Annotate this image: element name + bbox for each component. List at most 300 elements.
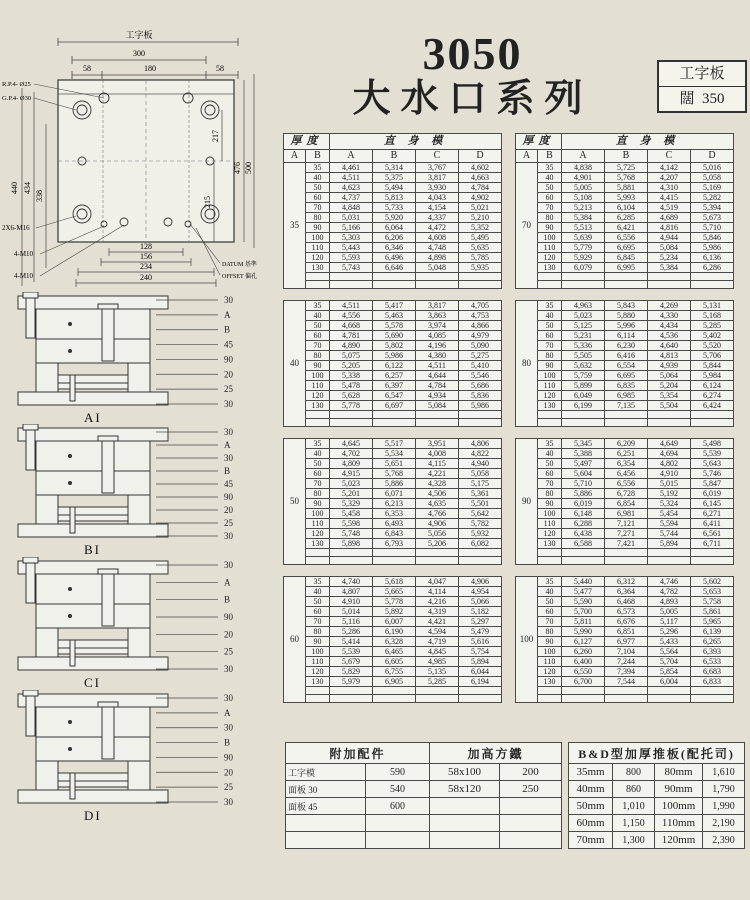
empty-cell xyxy=(691,281,734,289)
cell: 130 xyxy=(306,539,330,549)
cell: 5,979 xyxy=(330,677,373,687)
cell: 35 xyxy=(538,439,562,449)
table-row xyxy=(284,301,502,311)
cell: 5,131 xyxy=(691,301,734,311)
cell: 6,274 xyxy=(691,391,734,401)
table-row xyxy=(284,193,502,203)
cell: 4,906 xyxy=(459,577,502,587)
cell: 6,411 xyxy=(691,519,734,529)
cell: 40 xyxy=(306,311,330,321)
cell: 7,135 xyxy=(605,401,648,411)
cell: 100 xyxy=(538,647,562,657)
dimension-label: 234 xyxy=(140,262,152,271)
empty-cell xyxy=(562,281,605,289)
cell: 4,115 xyxy=(416,459,459,469)
cell: 200 xyxy=(500,764,562,781)
empty-row xyxy=(284,419,502,427)
cell: 5,604 xyxy=(562,469,605,479)
cell: 600 xyxy=(366,798,430,815)
empty-cell xyxy=(306,411,330,419)
cell: 35 xyxy=(306,301,330,311)
cell: 4,310 xyxy=(648,183,691,193)
cell: 60 xyxy=(538,607,562,617)
cell: 5,768 xyxy=(373,469,416,479)
empty-cell xyxy=(500,815,562,832)
empty-cell xyxy=(330,419,373,427)
cell: 6,835 xyxy=(605,381,648,391)
cell: B xyxy=(373,150,416,163)
table-row xyxy=(284,361,502,371)
cell: 1,150 xyxy=(613,815,655,832)
table-row xyxy=(284,439,502,449)
cell: 3,817 xyxy=(416,173,459,183)
cell: 5,084 xyxy=(416,401,459,411)
empty-cell xyxy=(562,273,605,281)
bd-thick-plate-table xyxy=(568,742,745,849)
cell: 5,108 xyxy=(562,193,605,203)
figure-caption: CI xyxy=(84,675,101,690)
callout-label: 30 xyxy=(224,693,233,703)
cell: 90 xyxy=(306,223,330,233)
table-row xyxy=(284,647,502,657)
cell: 6,328 xyxy=(373,637,416,647)
cell: 70 xyxy=(538,203,562,213)
cell: 6,793 xyxy=(373,539,416,549)
cell: 5,117 xyxy=(648,617,691,627)
callout-label: 45 xyxy=(224,339,233,350)
table-row xyxy=(284,607,502,617)
cell: 90 xyxy=(306,361,330,371)
callout-datum: DATUM 基準 xyxy=(222,262,257,268)
cell: 面板 45 xyxy=(286,798,366,815)
cell: 4,511 xyxy=(416,361,459,371)
table-row xyxy=(516,587,734,597)
cell: 5,016 xyxy=(691,163,734,173)
cell: 6,213 xyxy=(373,499,416,509)
cell: 5,782 xyxy=(459,519,502,529)
table-row xyxy=(284,519,502,529)
cell: 5,628 xyxy=(330,391,373,401)
empty-cell xyxy=(330,687,373,695)
cell: 5,023 xyxy=(330,479,373,489)
cell: 5,643 xyxy=(691,459,734,469)
empty-cell xyxy=(605,411,648,419)
empty-cell xyxy=(538,687,562,695)
cell: 5,725 xyxy=(605,163,648,173)
cell: 130 xyxy=(306,263,330,273)
table-row xyxy=(284,163,502,173)
cell: 加高方鐵 xyxy=(430,743,562,764)
cell: 58x100 xyxy=(430,764,500,781)
cell: 6,354 xyxy=(605,459,648,469)
cell: 6,554 xyxy=(605,361,648,371)
empty-cell xyxy=(691,695,734,703)
table-row xyxy=(284,391,502,401)
cell: 35 xyxy=(538,163,562,173)
cell: 5,813 xyxy=(373,193,416,203)
table-row xyxy=(284,183,502,193)
empty-cell xyxy=(459,557,502,565)
cell: 4,328 xyxy=(416,479,459,489)
cell: 5,710 xyxy=(691,223,734,233)
cell: 6,456 xyxy=(605,469,648,479)
cell: 6,122 xyxy=(373,361,416,371)
cell: 5,454 xyxy=(648,509,691,519)
cell: 100 xyxy=(306,509,330,519)
cell: 130 xyxy=(538,401,562,411)
cell: 6,194 xyxy=(459,677,502,687)
cell: 540 xyxy=(366,781,430,798)
empty-cell xyxy=(286,832,366,849)
table-row xyxy=(284,341,502,351)
empty-cell xyxy=(416,419,459,427)
cell: 50 xyxy=(538,321,562,331)
cell: 5,005 xyxy=(648,607,691,617)
table-row xyxy=(516,597,734,607)
callout-label: 25 xyxy=(224,518,233,528)
cell: 4,934 xyxy=(416,391,459,401)
callout-m16: 2X6-M16 xyxy=(2,224,30,232)
empty-row xyxy=(284,281,502,289)
cell: 5,679 xyxy=(330,657,373,667)
cell: 60 xyxy=(284,577,306,703)
cell: 5,929 xyxy=(562,253,605,263)
cell: 5,495 xyxy=(459,233,502,243)
cell: 厚度 xyxy=(516,134,562,150)
callout-label: 90 xyxy=(224,492,233,502)
empty-cell xyxy=(562,695,605,703)
cell: 5,700 xyxy=(562,607,605,617)
cell: 5,686 xyxy=(459,381,502,391)
table-row xyxy=(284,351,502,361)
cell: 5,546 xyxy=(459,371,502,381)
empty-cell xyxy=(330,281,373,289)
cell: 4,207 xyxy=(648,173,691,183)
callout-offset: OFFSET 偏孔 xyxy=(222,274,258,280)
cell: A xyxy=(562,150,605,163)
subheader-row xyxy=(516,150,734,163)
callout-label: A xyxy=(224,577,231,588)
cell: 6,271 xyxy=(691,509,734,519)
dimension-label: 300 xyxy=(133,49,145,58)
cell: 4,893 xyxy=(648,597,691,607)
callout-label: 30 xyxy=(224,797,233,807)
cell: 6,064 xyxy=(373,223,416,233)
cell: 5,690 xyxy=(373,331,416,341)
cell: 3,817 xyxy=(416,301,459,311)
cell: 5,048 xyxy=(416,263,459,273)
cell: 70 xyxy=(538,479,562,489)
empty-cell xyxy=(459,687,502,695)
cell: 4,008 xyxy=(416,449,459,459)
cell: 80mm xyxy=(655,764,703,781)
cell: 6,136 xyxy=(691,253,734,263)
table-row xyxy=(284,529,502,539)
cell: 5,886 xyxy=(562,489,605,499)
cell: 1,790 xyxy=(703,781,745,798)
empty-cell xyxy=(562,557,605,565)
table-row xyxy=(516,301,734,311)
cell: 4,415 xyxy=(648,193,691,203)
callout-label: 30 xyxy=(224,722,233,733)
cell: 5,778 xyxy=(373,597,416,607)
cell: 50 xyxy=(284,439,306,565)
table-row xyxy=(516,469,734,479)
cell: 5,854 xyxy=(648,667,691,677)
empty-cell xyxy=(691,549,734,557)
cell: 3,863 xyxy=(416,311,459,321)
cell: 6,139 xyxy=(691,627,734,637)
table-row xyxy=(569,781,745,798)
table-row xyxy=(516,193,734,203)
cell: 6,833 xyxy=(691,677,734,687)
empty-cell xyxy=(373,549,416,557)
callout-label: A xyxy=(224,707,231,718)
cell: 5,175 xyxy=(459,479,502,489)
cell: 6,364 xyxy=(605,587,648,597)
cell: 35 xyxy=(306,439,330,449)
cell: 7,271 xyxy=(605,529,648,539)
cell: 110 xyxy=(306,381,330,391)
spec-plate-type: 工字板 xyxy=(659,62,745,87)
cell: 120 xyxy=(538,391,562,401)
empty-cell xyxy=(605,549,648,557)
subheader-row xyxy=(284,150,502,163)
empty-cell xyxy=(330,557,373,565)
empty-cell xyxy=(648,281,691,289)
cell: 5,754 xyxy=(459,647,502,657)
cell: 6,416 xyxy=(605,351,648,361)
cell: 4,902 xyxy=(459,193,502,203)
cell: 90 xyxy=(538,361,562,371)
cell: 3,767 xyxy=(416,163,459,173)
empty-cell xyxy=(306,281,330,289)
cell: 5,206 xyxy=(416,539,459,549)
table-row xyxy=(516,253,734,263)
cell: 50 xyxy=(538,459,562,469)
cell: 直 身 模 xyxy=(330,134,502,150)
cell: 40 xyxy=(306,173,330,183)
cell: 5,015 xyxy=(648,479,691,489)
callout-label: 30 xyxy=(224,664,233,674)
cell: 5,779 xyxy=(562,243,605,253)
cell: 4,663 xyxy=(459,173,502,183)
cell: 6,190 xyxy=(373,627,416,637)
cell: 40 xyxy=(538,587,562,597)
cell: 5,880 xyxy=(605,311,648,321)
cell: 7,394 xyxy=(605,667,648,677)
dimension-label: 215 xyxy=(203,196,212,208)
table-row xyxy=(516,263,734,273)
cell: 6,393 xyxy=(691,647,734,657)
callout-return-pin: R.P.4- Ø25 xyxy=(2,81,31,88)
empty-row xyxy=(284,557,502,565)
empty-cell xyxy=(648,695,691,703)
cell: 5,345 xyxy=(562,439,605,449)
cell: 4,906 xyxy=(416,519,459,529)
cell: 4,594 xyxy=(416,627,459,637)
cell: 5,375 xyxy=(373,173,416,183)
table-row xyxy=(569,798,745,815)
cell: 4,649 xyxy=(648,439,691,449)
cell: 5,031 xyxy=(330,213,373,223)
table-row xyxy=(516,361,734,371)
cell: 5,534 xyxy=(373,449,416,459)
cell: 5,285 xyxy=(416,677,459,687)
cell: 5,023 xyxy=(562,311,605,321)
empty-cell xyxy=(459,281,502,289)
cell: 80 xyxy=(538,213,562,223)
empty-cell xyxy=(373,281,416,289)
cell: 6,206 xyxy=(373,233,416,243)
empty-cell xyxy=(691,411,734,419)
cell: 4,380 xyxy=(416,351,459,361)
table-row xyxy=(516,163,734,173)
figure-caption: AI xyxy=(84,410,102,425)
cell: 58x120 xyxy=(430,781,500,798)
header-row xyxy=(569,743,745,764)
cell: 6,079 xyxy=(562,263,605,273)
cell: 5,881 xyxy=(605,183,648,193)
cell: 5,639 xyxy=(562,233,605,243)
callout-label: 90 xyxy=(224,612,233,622)
cell: 800 xyxy=(613,764,655,781)
cell: 4,848 xyxy=(330,203,373,213)
cell: C xyxy=(416,150,459,163)
cell: 4,784 xyxy=(416,381,459,391)
cell: 5,758 xyxy=(691,597,734,607)
cell: 90 xyxy=(538,637,562,647)
cell: 70 xyxy=(538,341,562,351)
cell: 5,986 xyxy=(691,243,734,253)
cell: 80 xyxy=(538,351,562,361)
header-row xyxy=(284,134,502,150)
cell: 5,829 xyxy=(330,667,373,677)
cell: 4,782 xyxy=(648,587,691,597)
callout-label: 25 xyxy=(224,384,233,395)
cell: 5,477 xyxy=(562,587,605,597)
spec-section-table-60 xyxy=(283,576,502,703)
cell: 35mm xyxy=(569,764,613,781)
cell: 5,478 xyxy=(330,381,373,391)
cell: 100 xyxy=(538,233,562,243)
cell: 4,337 xyxy=(416,213,459,223)
empty-cell xyxy=(306,687,330,695)
cell: 120 xyxy=(538,253,562,263)
cell: 4,644 xyxy=(416,371,459,381)
cell: 70 xyxy=(538,617,562,627)
cell: 3,951 xyxy=(416,439,459,449)
cell: 工字模 xyxy=(286,764,366,781)
empty-cell xyxy=(373,411,416,419)
cell: 4,753 xyxy=(459,311,502,321)
cell: 5,616 xyxy=(459,637,502,647)
dimension-label: 180 xyxy=(144,64,156,73)
table-row xyxy=(516,637,734,647)
cell: 6,257 xyxy=(373,371,416,381)
table-row xyxy=(516,381,734,391)
empty-cell xyxy=(459,419,502,427)
cell: 4,766 xyxy=(416,509,459,519)
callout-label: 30 xyxy=(224,399,233,409)
empty-cell xyxy=(648,557,691,565)
mold-figure-wrap-ci xyxy=(6,557,258,696)
cell: 4,506 xyxy=(416,489,459,499)
cell: 6,353 xyxy=(373,509,416,519)
cell: 5,811 xyxy=(562,617,605,627)
cell: A xyxy=(284,150,306,163)
cell: 4,608 xyxy=(416,233,459,243)
cell: 4,645 xyxy=(330,439,373,449)
cell: 5,778 xyxy=(330,401,373,411)
table-row xyxy=(284,617,502,627)
figure-caption: BI xyxy=(84,542,101,557)
cell: 80 xyxy=(538,489,562,499)
cell: 6,496 xyxy=(373,253,416,263)
empty-cell xyxy=(306,695,330,703)
cell: 35 xyxy=(306,577,330,587)
cell: 5,285 xyxy=(691,321,734,331)
table-row xyxy=(284,243,502,253)
cell: 70 xyxy=(516,163,538,289)
cell: 5,743 xyxy=(330,263,373,273)
cell: 6,700 xyxy=(562,677,605,687)
cell: 6,547 xyxy=(373,391,416,401)
dimension-label: 240 xyxy=(140,273,152,282)
left-spec-tables xyxy=(283,133,502,714)
cell: 40mm xyxy=(569,781,613,798)
table-row xyxy=(516,459,734,469)
figure-caption: DI xyxy=(84,808,102,823)
cell: 6,260 xyxy=(562,647,605,657)
table-row xyxy=(284,627,502,637)
table-row xyxy=(569,815,745,832)
table-row xyxy=(516,617,734,627)
empty-row xyxy=(516,687,734,695)
cell: 5,125 xyxy=(562,321,605,331)
empty-cell xyxy=(562,411,605,419)
cell: 5,746 xyxy=(691,469,734,479)
callout-guide-pin: G.P.4- Ø30 xyxy=(2,95,32,102)
cell: 6,465 xyxy=(373,647,416,657)
spec-section-table-80 xyxy=(515,300,734,427)
cell: 4,944 xyxy=(648,233,691,243)
cell: 4,740 xyxy=(330,577,373,587)
right-spec-tables xyxy=(515,133,734,714)
callout-label: 20 xyxy=(224,369,233,380)
cell: 4,196 xyxy=(416,341,459,351)
table-row xyxy=(516,243,734,253)
cell: 60 xyxy=(538,331,562,341)
cell: 4,910 xyxy=(648,469,691,479)
cell: 40 xyxy=(306,449,330,459)
callout-m10-a: 4-M10 xyxy=(14,250,34,258)
callout-label: A xyxy=(224,440,231,450)
cell: 5,058 xyxy=(691,173,734,183)
cell: 5,733 xyxy=(373,203,416,213)
cell: 5,520 xyxy=(691,341,734,351)
cell: 5,590 xyxy=(562,597,605,607)
cell: 5,338 xyxy=(330,371,373,381)
cell: 4,461 xyxy=(330,163,373,173)
spec-width xyxy=(659,87,745,111)
cell: 5,965 xyxy=(691,617,734,627)
callout-label: 20 xyxy=(224,629,233,640)
cell: 1,990 xyxy=(703,798,745,815)
empty-cell xyxy=(691,557,734,565)
empty-cell xyxy=(373,557,416,565)
table-row xyxy=(284,469,502,479)
